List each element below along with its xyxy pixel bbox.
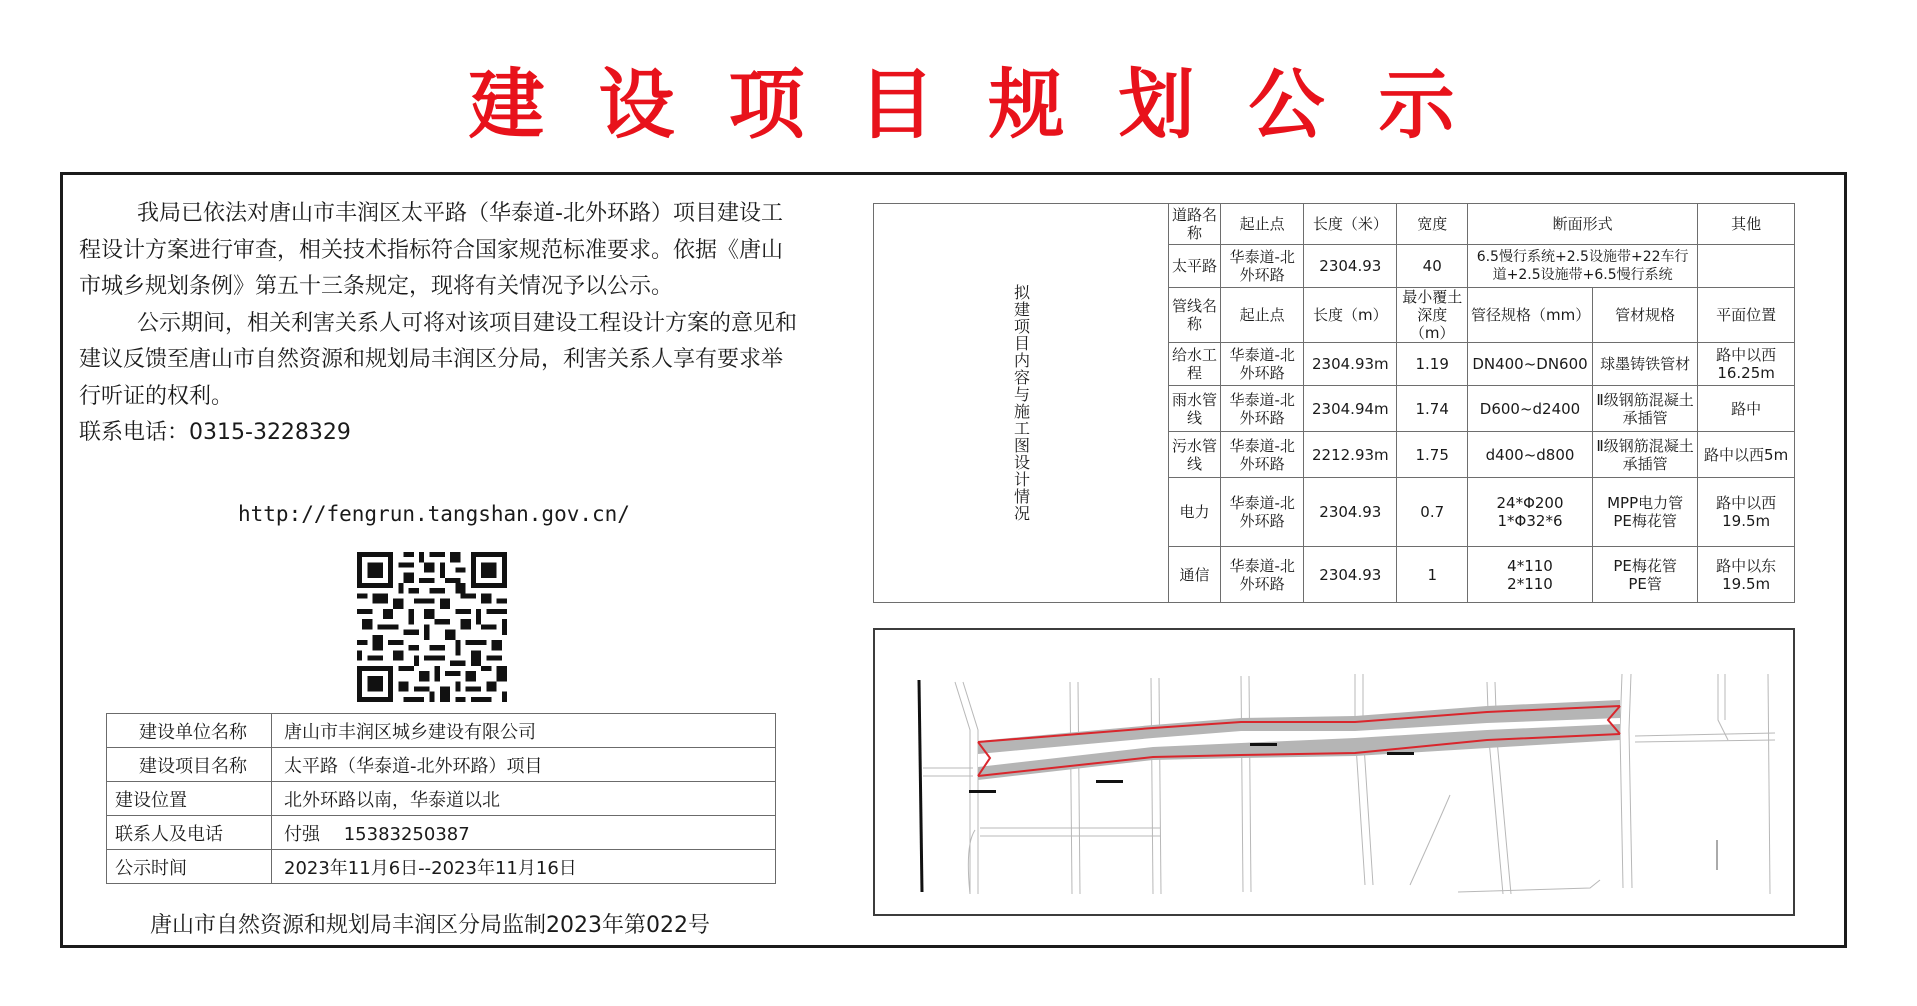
info-value: 唐山市丰润区城乡建设有限公司 (272, 714, 776, 748)
pipe-diameter: DN400~DN600 (1468, 343, 1593, 386)
road-name: 太平路 (1169, 245, 1221, 288)
column-header: 道路名称 (1169, 204, 1221, 245)
road-length: 2304.93 (1304, 245, 1397, 288)
table-row (107, 714, 776, 748)
pipe-position: 路中以西19.5m (1698, 478, 1795, 547)
pipe-length: 2304.94m (1304, 386, 1397, 432)
pipe-name: 给水工程 (1169, 343, 1221, 386)
website-link[interactable]: http://fengrun.tangshan.gov.cn/ (238, 502, 630, 526)
side-label: 拟建项目内容与施工图设计情况 (874, 204, 1169, 603)
pipe-depth: 0.7 (1397, 478, 1468, 547)
table-row (107, 850, 776, 884)
pipe-diameter: 4*110 2*110 (1468, 547, 1593, 603)
pipe-position: 路中以西16.25m (1698, 343, 1795, 386)
info-value: 2023年11月6日--2023年11月16日 (272, 850, 776, 884)
info-value: 太平路（华泰道-北外环路）项目 (272, 748, 776, 782)
column-header: 管线名称 (1169, 288, 1221, 343)
pipe-material: MPP电力管 PE梅花管 (1593, 478, 1698, 547)
site-plan-map (873, 628, 1795, 916)
info-label: 联系人及电话 (107, 816, 272, 850)
pipe-range: 华泰道-北外环路 (1221, 478, 1304, 547)
pipe-diameter: 24*Φ200 1*Φ32*6 (1468, 478, 1593, 547)
pipe-depth: 1.74 (1397, 386, 1468, 432)
pipe-name: 雨水管线 (1169, 386, 1221, 432)
pipe-range: 华泰道-北外环路 (1221, 432, 1304, 478)
info-label: 建设位置 (107, 782, 272, 816)
pipe-diameter: D600~d2400 (1468, 386, 1593, 432)
pipe-length: 2212.93m (1304, 432, 1397, 478)
pipe-depth: 1.75 (1397, 432, 1468, 478)
pipe-range: 华泰道-北外环路 (1221, 547, 1304, 603)
column-header: 其他 (1698, 204, 1795, 245)
pipe-length: 2304.93m (1304, 343, 1397, 386)
pipe-position: 路中 (1698, 386, 1795, 432)
road-range: 华泰道-北外环路 (1221, 245, 1304, 288)
page-title: 建设项目规划公示 (468, 60, 1509, 149)
pipe-length: 2304.93 (1304, 478, 1397, 547)
pipe-depth: 1.19 (1397, 343, 1468, 386)
column-header: 长度（m） (1304, 288, 1397, 343)
info-value: 北外环路以南，华泰道以北 (272, 782, 776, 816)
pipe-material: PE梅花管 PE管 (1593, 547, 1698, 603)
column-header: 断面形式 (1468, 204, 1698, 245)
pipe-name: 污水管线 (1169, 432, 1221, 478)
table-row (107, 748, 776, 782)
info-value: 付强 15383250387 (272, 816, 776, 850)
pipe-material: Ⅱ级钢筋混凝土承插管 (1593, 386, 1698, 432)
pipe-name: 通信 (1169, 547, 1221, 603)
info-label: 建设项目名称 (107, 748, 272, 782)
pipe-depth: 1 (1397, 547, 1468, 603)
project-spec-table (873, 203, 1795, 603)
pipe-range: 华泰道-北外环路 (1221, 386, 1304, 432)
road-plan-drawing (875, 630, 1793, 914)
table-header-row (874, 204, 1795, 245)
column-header: 起止点 (1221, 204, 1304, 245)
pipe-length: 2304.93 (1304, 547, 1397, 603)
pipe-position: 路中以东19.5m (1698, 547, 1795, 603)
pipe-material: Ⅱ级钢筋混凝土承插管 (1593, 432, 1698, 478)
intro-paragraph-2: 公示期间，相关利害关系人可将对该项目建设工程设计方案的意见和建议反馈至唐山市自然资源和规划局丰润区分局，利害关系人享有要求举行听证的权利。 (79, 310, 798, 409)
column-header: 管径规格（mm） (1468, 288, 1593, 343)
contact-label: 联系电话： (79, 420, 190, 445)
column-header: 管材规格 (1593, 288, 1698, 343)
pipe-diameter: d400~d800 (1468, 432, 1593, 478)
road-other (1698, 245, 1795, 288)
pipe-material: 球墨铸铁管材 (1593, 343, 1698, 386)
project-info-table (106, 713, 776, 884)
info-label: 公示时间 (107, 850, 272, 884)
contact-line (79, 415, 799, 452)
road-width: 40 (1397, 245, 1468, 288)
pipe-position: 路中以西5m (1698, 432, 1795, 478)
contact-phone: 0315-3228329 (189, 420, 351, 445)
column-header: 最小覆土深度（m） (1397, 288, 1468, 343)
pipe-name: 电力 (1169, 478, 1221, 547)
column-header: 宽度 (1397, 204, 1468, 245)
info-label: 建设单位名称 (107, 714, 272, 748)
table-row (107, 816, 776, 850)
intro-paragraph-1: 我局已依法对唐山市丰润区太平路（华泰道-北外环路）项目建设工程设计方案进行审查，相关技术指标符合国家规范标准要求。依据《唐山市城乡规划条例》第五十三条规定，现将有关情况予以公示。 (79, 201, 784, 299)
road-section: 6.5慢行系统+2.5设施带+22车行道+2.5设施带+6.5慢行系统 (1468, 245, 1698, 288)
intro-text (79, 196, 799, 452)
footer-issuer: 唐山市自然资源和规划局丰润区分局监制2023年第022号 (150, 913, 710, 938)
column-header: 平面位置 (1698, 288, 1795, 343)
table-row (107, 782, 776, 816)
qr-code-icon (356, 552, 508, 702)
pipe-range: 华泰道-北外环路 (1221, 343, 1304, 386)
column-header: 长度（米） (1304, 204, 1397, 245)
column-header: 起止点 (1221, 288, 1304, 343)
